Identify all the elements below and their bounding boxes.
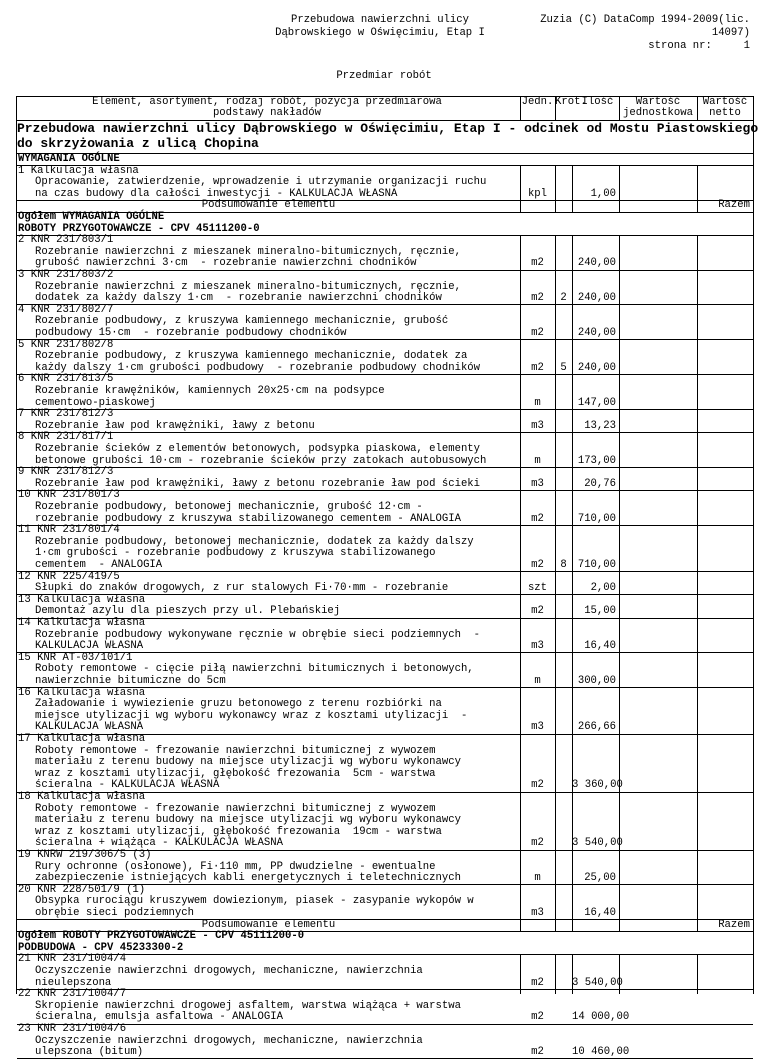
position-description: Rozebranie nawierzchni z mieszanek mineralno-bitumicznych, ręcznie,: [35, 245, 461, 258]
position-description: Rozebranie podbudowy, z kruszywa kamiennego mechanicznie, dodatek za: [35, 350, 468, 363]
position-quantity: 16,40: [584, 907, 616, 919]
position-unit: m: [534, 454, 541, 467]
position-quantity: 14 000,00: [572, 1011, 630, 1024]
position-description: Obsypka rurociągu kruszywem dowiezionym, piasek - zasypanie wykopów w: [35, 895, 474, 908]
position-unit: m2: [531, 837, 544, 850]
position-description: dodatek za każdy dalszy 1·cm - rozebranie nawierzchni chodników: [35, 292, 442, 305]
position-description: betonowe grubości 10·cm - rozebranie ścieków przy zatokach autobusowych: [35, 454, 487, 467]
position-quantity: 15,00: [584, 605, 616, 618]
section-heading: WYMAGANIA OGÓLNE: [18, 153, 120, 165]
position-code: 1 Kalkulacja własna: [18, 164, 139, 177]
position-quantity: 710,00: [577, 559, 616, 571]
position-quantity: 266,66: [577, 721, 616, 734]
position-code: 15 KNR AT-03/101/1: [18, 651, 133, 664]
position-code: 5 KNR 231/802/8: [18, 338, 114, 351]
position-code: 9 KNR 231/812/3: [18, 466, 114, 479]
position-krot: 5: [560, 361, 567, 374]
position-code: 10 KNR 231/801/3: [18, 489, 120, 502]
position-description: Roboty remontowe - cięcie piłą nawierzchni bitumicznych i betonowych,: [35, 663, 474, 676]
column-divider: [697, 235, 698, 931]
position-description: Oczyszczenie nawierzchni drogowych, mechaniczne, nawierzchnia: [35, 965, 423, 977]
section-divider: [17, 954, 753, 955]
position-divider: [17, 270, 753, 271]
position-description: KALKULACJA WŁASNA: [35, 721, 144, 734]
position-description: materiału z terenu budowy na miejsce utylizacji wg wyboru wykonawcy: [35, 756, 461, 769]
column-header-unit-value: jednostkowa: [623, 107, 693, 119]
column-divider: [619, 235, 620, 931]
column-header-krot: Krot.: [555, 96, 587, 108]
section-heading: PODBUDOWA - CPV 45233300-2: [18, 941, 184, 954]
position-quantity: 240,00: [577, 292, 616, 305]
header-left-line: Przebudowa nawierzchni ulicy: [290, 14, 469, 26]
position-code: 23 KNR 231/1004/6: [18, 1023, 127, 1035]
column-divider: [520, 954, 521, 994]
element-summary-total: Razem: [718, 918, 750, 931]
position-divider: [17, 1024, 753, 1025]
position-quantity: 710,00: [577, 512, 616, 525]
position-quantity: 20,76: [584, 477, 616, 490]
position-code: 20 KNR 228/501/9 (1): [18, 883, 146, 896]
position-description: nawierzchnie bitumiczne do 5cm: [35, 675, 226, 687]
header-software-info: [510, 14, 750, 53]
project-title-border: [17, 153, 753, 154]
position-unit: m2: [531, 361, 544, 374]
position-quantity: 3 540,00: [572, 976, 623, 989]
element-summary-label: Podsumowanie elementu: [201, 199, 336, 212]
section-heading: ROBOTY PRZYGOTOWAWCZE - CPV 45111200-0: [18, 222, 260, 235]
position-code: 18 Kalkulacja własna: [18, 791, 146, 803]
position-krot: 2: [560, 292, 567, 305]
position-description: Słupki do znaków drogowych, z rur stalowych Fi·70·mm - rozebranie: [35, 582, 449, 595]
position-unit: m2: [531, 257, 544, 270]
element-total: Ogółem ROBOTY PRZYGOTOWAWCZE - CPV 45111200-0: [18, 930, 305, 943]
column-divider: [572, 235, 573, 931]
position-quantity: 173,00: [577, 454, 616, 467]
position-unit: m: [534, 396, 541, 409]
position-description: Oczyszczenie nawierzchni drogowych, mechaniczne, nawierzchnia: [35, 1034, 423, 1047]
element-summary-total: Razem: [718, 199, 750, 212]
position-unit: m2: [531, 1011, 544, 1024]
position-quantity: 240,00: [577, 257, 616, 270]
position-code: 21 KNR 231/1004/4: [18, 953, 127, 966]
position-divider: [17, 571, 753, 572]
column-divider: [555, 235, 556, 931]
column-header-qty: Ilość: [581, 96, 614, 108]
position-code: 7 KNR 231/812/3: [18, 408, 114, 421]
project-title: Przebudowa nawierzchni ulicy Dąbrowskiego w Oświęcimiu, Etap I - odcinek od Mostu Piastowskiego: [17, 121, 759, 136]
position-description: Rozebranie podbudowy, betonowej mechanicznie, grubość 12·cm -: [35, 501, 423, 513]
column-divider: [520, 235, 521, 931]
position-divider: [17, 490, 753, 491]
column-divider: [555, 166, 556, 212]
position-description: wraz z kosztami utylizacji, głębokość frezowania 5cm - warstwa: [35, 767, 436, 780]
position-description: 1·cm grubości - rozebranie podbudowy z kruszywa stabilizowanego: [35, 547, 436, 560]
position-description: ścieralna, emulsja asfaltowa - ANALOGIA: [35, 1011, 283, 1024]
bill-of-quantities-table: [16, 96, 759, 1059]
position-unit: m2: [531, 976, 544, 989]
position-divider: [17, 374, 753, 375]
position-description: obrębie sieci podziemnych: [35, 907, 194, 919]
position-quantity: 240,00: [577, 327, 616, 339]
position-description: Rozebranie podbudowy, betonowej mechanicznie, dodatek za każdy dalszy: [35, 535, 474, 548]
position-unit: m2: [531, 559, 544, 571]
position-description: rozebranie podbudowy z kruszywa stabilizowanego cementem - ANALOGIA: [35, 512, 461, 525]
position-description: cementowo-piaskowej: [35, 396, 156, 409]
position-description: Rozebranie nawierzchni z mieszanek mineralno-bitumicznych, ręcznie,: [35, 280, 461, 293]
header-column-divider: [555, 96, 556, 120]
column-divider: [619, 954, 620, 994]
position-description: wraz z kosztami utylizacji, głębokość frezowania 19cm - warstwa: [35, 825, 442, 838]
position-divider: [17, 467, 753, 468]
position-description: grubość nawierzchni 3·cm - rozebranie nawierzchni chodników: [35, 257, 417, 270]
column-header-unit-value: Wartość: [635, 96, 681, 108]
position-description: każdy dalszy 1·cm grubości podbudowy - rozebranie podbudowy chodników: [35, 361, 481, 374]
project-title: do skrzyżowania z ulicą Chopina: [17, 136, 259, 151]
position-description: na czas budowy dla całości inwestycji - KALKULACJA WŁASNA: [35, 187, 398, 200]
position-unit: m3: [531, 419, 544, 432]
position-quantity: 240,00: [577, 361, 616, 374]
element-summary-label: Podsumowanie elementu: [201, 918, 336, 931]
column-divider: [697, 954, 698, 994]
position-quantity: 13,23: [584, 419, 616, 432]
position-divider: [17, 525, 753, 526]
position-quantity: 10 460,00: [572, 1046, 630, 1059]
position-description: Załadowanie i wywiezienie gruzu betonowego z terenu rozbiórki na: [35, 698, 442, 711]
position-description: podbudowy 15·cm - rozebranie podbudowy chodników: [35, 327, 347, 339]
position-description: Rozebranie podbudowy, z kruszywa kamiennego mechanicznie, grubość: [35, 315, 449, 328]
position-description: miejsce utylizacji wg wyboru wykonawcy wraz z kosztami utylizacji -: [35, 709, 468, 722]
column-divider: [697, 166, 698, 212]
column-header-element: podstawy nakładów: [212, 107, 322, 119]
position-code: 14 Kalkulacja własna: [18, 617, 146, 629]
position-code: 19 KNRW 219/306/5 (3): [18, 849, 152, 861]
position-divider: [17, 989, 753, 990]
section-divider: [17, 235, 753, 236]
position-unit: m: [534, 675, 541, 687]
position-description: Rury ochronne (osłonowe), Fi·110 mm, PP dwudzielne - ewentualne: [35, 860, 436, 873]
position-unit: m3: [531, 477, 544, 490]
position-description: Rozebranie podbudowy wykonywane ręcznie w obrębie sieci podziemnych -: [35, 628, 481, 641]
position-divider: [17, 432, 753, 433]
position-quantity: 3 360,00: [572, 779, 623, 792]
position-description: nieulepszona: [35, 976, 112, 989]
header-left-line: Dąbrowskiego w Oświęcimiu, Etap I: [275, 27, 485, 39]
position-quantity: 16,40: [584, 640, 616, 653]
column-divider: [520, 166, 521, 212]
position-description: Skropienie nawierzchni drogowej asfaltem, warstwa wiążąca + warstwa: [35, 999, 461, 1012]
column-header-net-value: netto: [709, 107, 741, 119]
position-code: 6 KNR 231/813/5: [18, 373, 114, 386]
column-divider: [572, 166, 573, 212]
position-description: ulepszona (bitum): [35, 1046, 144, 1059]
position-description: Rozebranie krawężników, kamiennych 20x25·cm na podsypce: [35, 385, 385, 397]
position-quantity: 25,00: [584, 872, 616, 885]
position-description: materiału z terenu budowy na miejsce utylizacji wg wyboru wykonawcy: [35, 814, 461, 827]
position-unit: m2: [531, 779, 544, 792]
position-description: Rozebranie ław pod krawężniki, ławy z betonu rozebranie ław pod ścieki: [35, 477, 481, 490]
header-right-line: Zuzia (C) DataComp 1994-2009(lic.: [540, 14, 750, 26]
position-code: 8 KNR 231/817/1: [18, 431, 114, 444]
position-code: 4 KNR 231/802/7: [18, 303, 114, 316]
position-description: zabezpieczenie istniejących kabli energetycznych i teletechnicznych: [35, 872, 461, 885]
position-description: KALKULACJA WŁASNA: [35, 640, 144, 653]
position-krot: 8: [560, 559, 567, 571]
position-description: Rozebranie ścieków z elementów betonowych, podsypka piaskowa, elementy: [35, 443, 481, 455]
document-title: Przedmiar robót: [336, 70, 432, 82]
position-unit: m: [534, 872, 541, 885]
position-code: 11 KNR 231/801/4: [18, 524, 120, 537]
position-description: Roboty remontowe - frezowanie nawierzchni bitumicznej z wywozem: [35, 744, 436, 757]
position-description: ścieralna - KALKULACJA WŁASNA: [35, 779, 220, 792]
position-code: 16 Kalkulacja własna: [18, 686, 146, 699]
position-unit: m2: [531, 292, 544, 305]
column-divider: [619, 166, 620, 212]
position-code: 13 Kalkulacja własna: [18, 593, 146, 606]
position-quantity: 3 540,00: [572, 837, 623, 850]
position-quantity: 300,00: [577, 675, 616, 687]
position-unit: szt: [527, 582, 548, 595]
position-unit: m2: [531, 327, 544, 339]
header-column-divider: [697, 96, 698, 120]
position-unit: m3: [531, 640, 544, 653]
position-description: Demontaż azylu dla pieszych przy ul. Plebańskiej: [35, 605, 341, 618]
position-unit: m3: [531, 721, 544, 734]
position-quantity: 1,00: [590, 187, 616, 200]
column-divider: [555, 954, 556, 994]
position-description: cementem - ANALOGIA: [35, 559, 163, 571]
position-unit: m2: [531, 512, 544, 525]
position-description: ścieralna + wiążąca - KALKULACJA WŁASNA: [35, 837, 283, 850]
position-unit: kpl: [527, 187, 548, 200]
position-description: Opracowanie, zatwierdzenie, wprowadzenie i utrzymanie organizacji ruchu: [35, 176, 487, 189]
position-quantity: 147,00: [577, 396, 616, 409]
position-description: Rozebranie ław pod krawężniki, ławy z betonu: [35, 419, 315, 432]
column-header-element: Element, asortyment, rodzaj robót, pozycja przedmiarowa: [92, 96, 442, 108]
element-total: Ogółem WYMAGANIA OGÓLNE: [18, 211, 165, 223]
position-unit: m3: [531, 907, 544, 919]
position-divider: [17, 339, 753, 340]
column-header-net-value: Wartość: [702, 96, 748, 108]
position-code: 3 KNR 231/803/2: [18, 269, 114, 281]
position-code: 22 KNR 231/1004/7: [18, 988, 127, 1001]
position-quantity: 2,00: [590, 582, 616, 595]
header-right-line: 14097): [711, 27, 750, 39]
column-divider: [572, 954, 573, 994]
position-code: 2 KNR 231/803/1: [18, 234, 114, 247]
position-code: 12 KNR 225/419/5: [18, 570, 120, 583]
position-divider: [17, 304, 753, 305]
column-header-unit: Jedn.: [521, 96, 554, 108]
position-description: Roboty remontowe - frezowanie nawierzchni bitumicznej z wywozem: [35, 802, 436, 815]
position-unit: m2: [531, 1046, 544, 1059]
page-number: strona nr: 1: [648, 40, 750, 52]
position-divider: [17, 409, 753, 410]
position-unit: m2: [531, 605, 544, 618]
position-code: 17 Kalkulacja własna: [18, 733, 146, 745]
header-column-divider: [619, 96, 620, 120]
header-project-name: [255, 14, 505, 40]
header-column-divider: [520, 96, 521, 120]
